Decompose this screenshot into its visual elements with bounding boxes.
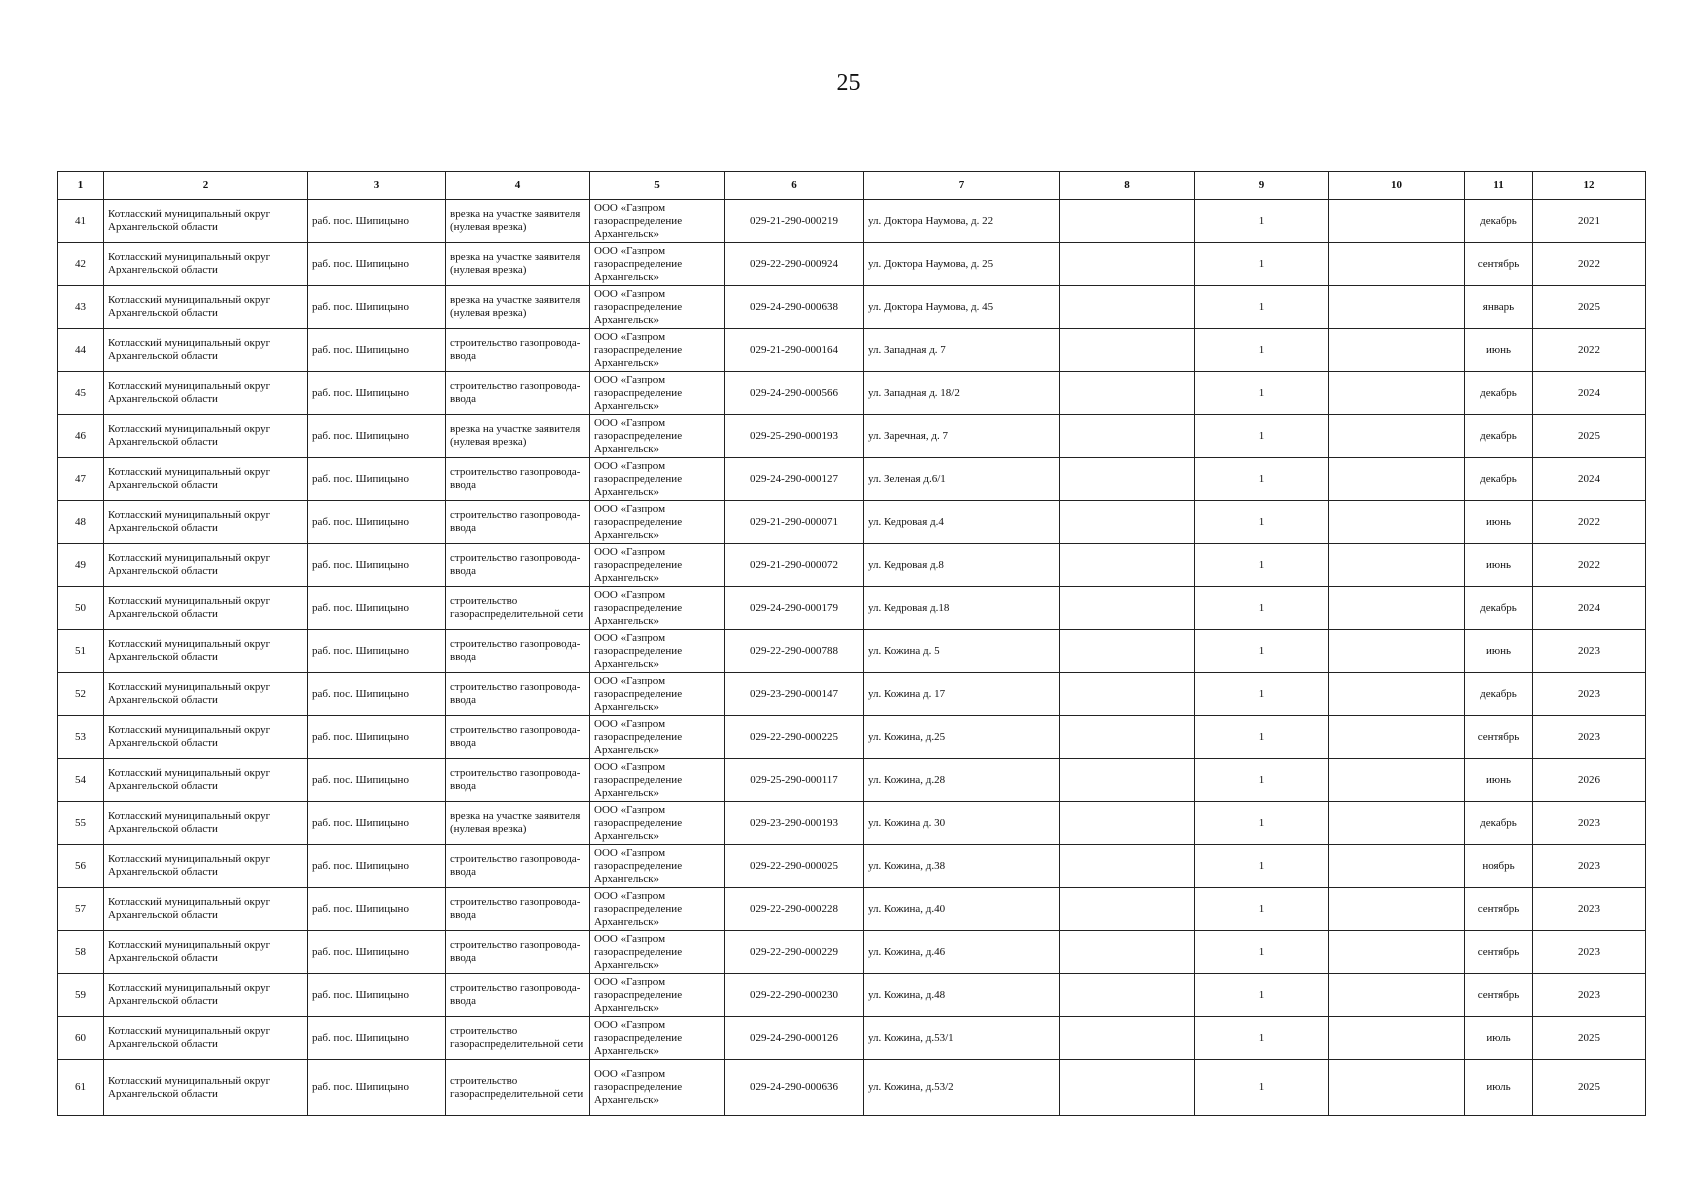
organization-cell: ООО «Газпром газораспределение Архангельск» <box>590 1017 725 1060</box>
organization-cell: ООО «Газпром газораспределение Архангельск» <box>590 630 725 673</box>
year-cell: 2024 <box>1533 458 1646 501</box>
organization-cell: ООО «Газпром газораспределение Архангельск» <box>590 458 725 501</box>
settlement-cell: раб. пос. Шипицыно <box>308 587 446 630</box>
year-cell: 2023 <box>1533 630 1646 673</box>
table-row <box>58 716 1646 759</box>
address-cell: ул. Кедровая д.8 <box>864 544 1060 587</box>
organization-cell: ООО «Газпром газораспределение Архангельск» <box>590 415 725 458</box>
table-row <box>58 329 1646 372</box>
address-cell: ул. Кожина, д.53/2 <box>864 1060 1060 1116</box>
organization-cell: ООО «Газпром газораспределение Архангельск» <box>590 1060 725 1116</box>
settlement-cell: раб. пос. Шипицыно <box>308 974 446 1017</box>
row-number-cell: 42 <box>58 243 104 286</box>
work-type-cell: строительство газораспределительной сети <box>446 587 590 630</box>
count-cell: 1 <box>1195 931 1329 974</box>
column-8-cell <box>1060 1060 1195 1116</box>
year-cell: 2023 <box>1533 931 1646 974</box>
address-cell: ул. Кожина, д.40 <box>864 888 1060 931</box>
month-cell: декабрь <box>1465 200 1533 243</box>
column-10-cell <box>1329 759 1465 802</box>
column-8-cell <box>1060 501 1195 544</box>
row-number-cell: 59 <box>58 974 104 1017</box>
year-cell: 2021 <box>1533 200 1646 243</box>
settlement-cell: раб. пос. Шипицыно <box>308 458 446 501</box>
row-number-cell: 44 <box>58 329 104 372</box>
count-cell: 1 <box>1195 630 1329 673</box>
count-cell: 1 <box>1195 759 1329 802</box>
table-row <box>58 673 1646 716</box>
count-cell: 1 <box>1195 286 1329 329</box>
organization-cell: ООО «Газпром газораспределение Архангельск» <box>590 286 725 329</box>
table-row <box>58 243 1646 286</box>
column-header: 1 <box>58 172 104 200</box>
object-id-cell: 029-22-290-000228 <box>725 888 864 931</box>
column-10-cell <box>1329 1060 1465 1116</box>
work-type-cell: врезка на участке заявителя (нулевая врезка) <box>446 802 590 845</box>
column-header: 10 <box>1329 172 1465 200</box>
address-cell: ул. Доктора Наумова, д. 25 <box>864 243 1060 286</box>
month-cell: июль <box>1465 1060 1533 1116</box>
month-cell: сентябрь <box>1465 974 1533 1017</box>
address-cell: ул. Доктора Наумова, д. 45 <box>864 286 1060 329</box>
month-cell: декабрь <box>1465 415 1533 458</box>
column-header: 12 <box>1533 172 1646 200</box>
month-cell: сентябрь <box>1465 888 1533 931</box>
count-cell: 1 <box>1195 501 1329 544</box>
organization-cell: ООО «Газпром газораспределение Архангельск» <box>590 888 725 931</box>
municipality-cell: Котласский муниципальный округ Архангельской области <box>104 544 308 587</box>
work-type-cell: строительство газопровода-ввода <box>446 931 590 974</box>
year-cell: 2023 <box>1533 974 1646 1017</box>
year-cell: 2022 <box>1533 329 1646 372</box>
table-row <box>58 630 1646 673</box>
object-id-cell: 029-24-290-000638 <box>725 286 864 329</box>
object-id-cell: 029-24-290-000636 <box>725 1060 864 1116</box>
count-cell: 1 <box>1195 845 1329 888</box>
object-id-cell: 029-22-290-000788 <box>725 630 864 673</box>
work-type-cell: строительство газопровода-ввода <box>446 673 590 716</box>
count-cell: 1 <box>1195 200 1329 243</box>
column-8-cell <box>1060 845 1195 888</box>
year-cell: 2022 <box>1533 544 1646 587</box>
column-10-cell <box>1329 587 1465 630</box>
column-header: 4 <box>446 172 590 200</box>
settlement-cell: раб. пос. Шипицыно <box>308 372 446 415</box>
object-id-cell: 029-22-290-000230 <box>725 974 864 1017</box>
column-8-cell <box>1060 1017 1195 1060</box>
organization-cell: ООО «Газпром газораспределение Архангельск» <box>590 845 725 888</box>
month-cell: сентябрь <box>1465 716 1533 759</box>
organization-cell: ООО «Газпром газораспределение Архангельск» <box>590 716 725 759</box>
settlement-cell: раб. пос. Шипицыно <box>308 931 446 974</box>
column-10-cell <box>1329 673 1465 716</box>
address-cell: ул. Кожина д. 17 <box>864 673 1060 716</box>
column-8-cell <box>1060 673 1195 716</box>
column-8-cell <box>1060 802 1195 845</box>
column-header: 9 <box>1195 172 1329 200</box>
settlement-cell: раб. пос. Шипицыно <box>308 501 446 544</box>
year-cell: 2026 <box>1533 759 1646 802</box>
address-cell: ул. Кожина, д.38 <box>864 845 1060 888</box>
register-table <box>57 171 1646 1116</box>
column-header: 6 <box>725 172 864 200</box>
object-id-cell: 029-24-290-000126 <box>725 1017 864 1060</box>
year-cell: 2024 <box>1533 372 1646 415</box>
table-row <box>58 458 1646 501</box>
table-row <box>58 286 1646 329</box>
column-10-cell <box>1329 716 1465 759</box>
municipality-cell: Котласский муниципальный округ Архангельской области <box>104 759 308 802</box>
work-type-cell: строительство газопровода-ввода <box>446 329 590 372</box>
month-cell: декабрь <box>1465 673 1533 716</box>
table-body <box>58 200 1646 1116</box>
object-id-cell: 029-25-290-000193 <box>725 415 864 458</box>
row-number-cell: 51 <box>58 630 104 673</box>
work-type-cell: строительство газопровода-ввода <box>446 759 590 802</box>
column-8-cell <box>1060 888 1195 931</box>
address-cell: ул. Кожина, д.48 <box>864 974 1060 1017</box>
settlement-cell: раб. пос. Шипицыно <box>308 329 446 372</box>
column-8-cell <box>1060 458 1195 501</box>
month-cell: июнь <box>1465 501 1533 544</box>
address-cell: ул. Кожина д. 5 <box>864 630 1060 673</box>
address-cell: ул. Доктора Наумова, д. 22 <box>864 200 1060 243</box>
settlement-cell: раб. пос. Шипицыно <box>308 544 446 587</box>
month-cell: июнь <box>1465 329 1533 372</box>
municipality-cell: Котласский муниципальный округ Архангельской области <box>104 372 308 415</box>
municipality-cell: Котласский муниципальный округ Архангельской области <box>104 931 308 974</box>
municipality-cell: Котласский муниципальный округ Архангельской области <box>104 415 308 458</box>
object-id-cell: 029-24-290-000179 <box>725 587 864 630</box>
object-id-cell: 029-24-290-000566 <box>725 372 864 415</box>
month-cell: июнь <box>1465 544 1533 587</box>
settlement-cell: раб. пос. Шипицыно <box>308 415 446 458</box>
row-number-cell: 56 <box>58 845 104 888</box>
row-number-cell: 46 <box>58 415 104 458</box>
year-cell: 2023 <box>1533 888 1646 931</box>
row-number-cell: 53 <box>58 716 104 759</box>
month-cell: декабрь <box>1465 802 1533 845</box>
year-cell: 2025 <box>1533 1060 1646 1116</box>
municipality-cell: Котласский муниципальный округ Архангельской области <box>104 716 308 759</box>
year-cell: 2022 <box>1533 243 1646 286</box>
municipality-cell: Котласский муниципальный округ Архангельской области <box>104 1017 308 1060</box>
year-cell: 2025 <box>1533 1017 1646 1060</box>
organization-cell: ООО «Газпром газораспределение Архангельск» <box>590 200 725 243</box>
column-10-cell <box>1329 243 1465 286</box>
column-8-cell <box>1060 329 1195 372</box>
settlement-cell: раб. пос. Шипицыно <box>308 673 446 716</box>
work-type-cell: строительство газопровода-ввода <box>446 716 590 759</box>
count-cell: 1 <box>1195 544 1329 587</box>
work-type-cell: врезка на участке заявителя (нулевая врезка) <box>446 415 590 458</box>
settlement-cell: раб. пос. Шипицыно <box>308 286 446 329</box>
address-cell: ул. Кожина д. 30 <box>864 802 1060 845</box>
column-10-cell <box>1329 501 1465 544</box>
month-cell: декабрь <box>1465 372 1533 415</box>
address-cell: ул. Зеленая д.6/1 <box>864 458 1060 501</box>
organization-cell: ООО «Газпром газораспределение Архангельск» <box>590 372 725 415</box>
municipality-cell: Котласский муниципальный округ Архангельской области <box>104 200 308 243</box>
year-cell: 2024 <box>1533 587 1646 630</box>
settlement-cell: раб. пос. Шипицыно <box>308 845 446 888</box>
row-number-cell: 54 <box>58 759 104 802</box>
work-type-cell: строительство газопровода-ввода <box>446 501 590 544</box>
municipality-cell: Котласский муниципальный округ Архангельской области <box>104 458 308 501</box>
column-10-cell <box>1329 544 1465 587</box>
organization-cell: ООО «Газпром газораспределение Архангельск» <box>590 544 725 587</box>
column-8-cell <box>1060 544 1195 587</box>
month-cell: сентябрь <box>1465 243 1533 286</box>
row-number-cell: 52 <box>58 673 104 716</box>
row-number-cell: 43 <box>58 286 104 329</box>
row-number-cell: 48 <box>58 501 104 544</box>
address-cell: ул. Западная д. 18/2 <box>864 372 1060 415</box>
header-row <box>58 172 1646 200</box>
column-8-cell <box>1060 587 1195 630</box>
work-type-cell: строительство газопровода-ввода <box>446 630 590 673</box>
count-cell: 1 <box>1195 458 1329 501</box>
municipality-cell: Котласский муниципальный округ Архангельской области <box>104 501 308 544</box>
settlement-cell: раб. пос. Шипицыно <box>308 888 446 931</box>
settlement-cell: раб. пос. Шипицыно <box>308 759 446 802</box>
work-type-cell: строительство газораспределительной сети <box>446 1017 590 1060</box>
settlement-cell: раб. пос. Шипицыно <box>308 200 446 243</box>
municipality-cell: Котласский муниципальный округ Архангельской области <box>104 802 308 845</box>
row-number-cell: 60 <box>58 1017 104 1060</box>
count-cell: 1 <box>1195 802 1329 845</box>
column-8-cell <box>1060 716 1195 759</box>
municipality-cell: Котласский муниципальный округ Архангельской области <box>104 673 308 716</box>
column-8-cell <box>1060 759 1195 802</box>
column-8-cell <box>1060 630 1195 673</box>
column-header: 3 <box>308 172 446 200</box>
municipality-cell: Котласский муниципальный округ Архангельской области <box>104 630 308 673</box>
municipality-cell: Котласский муниципальный округ Архангельской области <box>104 286 308 329</box>
table-row <box>58 372 1646 415</box>
settlement-cell: раб. пос. Шипицыно <box>308 630 446 673</box>
count-cell: 1 <box>1195 716 1329 759</box>
work-type-cell: строительство газораспределительной сети <box>446 1060 590 1116</box>
work-type-cell: строительство газопровода-ввода <box>446 888 590 931</box>
column-10-cell <box>1329 931 1465 974</box>
settlement-cell: раб. пос. Шипицыно <box>308 243 446 286</box>
settlement-cell: раб. пос. Шипицыно <box>308 1017 446 1060</box>
object-id-cell: 029-23-290-000147 <box>725 673 864 716</box>
year-cell: 2025 <box>1533 415 1646 458</box>
column-10-cell <box>1329 372 1465 415</box>
column-8-cell <box>1060 931 1195 974</box>
table-row <box>58 802 1646 845</box>
count-cell: 1 <box>1195 372 1329 415</box>
column-10-cell <box>1329 200 1465 243</box>
column-10-cell <box>1329 802 1465 845</box>
month-cell: декабрь <box>1465 458 1533 501</box>
table-header <box>58 172 1646 200</box>
column-8-cell <box>1060 974 1195 1017</box>
organization-cell: ООО «Газпром газораспределение Архангельск» <box>590 759 725 802</box>
organization-cell: ООО «Газпром газораспределение Архангельск» <box>590 673 725 716</box>
municipality-cell: Котласский муниципальный округ Архангельской области <box>104 974 308 1017</box>
municipality-cell: Котласский муниципальный округ Архангельской области <box>104 845 308 888</box>
column-10-cell <box>1329 286 1465 329</box>
address-cell: ул. Кедровая д.18 <box>864 587 1060 630</box>
work-type-cell: врезка на участке заявителя (нулевая врезка) <box>446 200 590 243</box>
address-cell: ул. Кожина, д.53/1 <box>864 1017 1060 1060</box>
object-id-cell: 029-22-290-000229 <box>725 931 864 974</box>
address-cell: ул. Кожина, д.25 <box>864 716 1060 759</box>
month-cell: декабрь <box>1465 587 1533 630</box>
settlement-cell: раб. пос. Шипицыно <box>308 802 446 845</box>
table-row <box>58 200 1646 243</box>
column-header: 5 <box>590 172 725 200</box>
count-cell: 1 <box>1195 1017 1329 1060</box>
month-cell: июль <box>1465 1017 1533 1060</box>
object-id-cell: 029-21-290-000219 <box>725 200 864 243</box>
count-cell: 1 <box>1195 329 1329 372</box>
address-cell: ул. Западная д. 7 <box>864 329 1060 372</box>
column-10-cell <box>1329 974 1465 1017</box>
object-id-cell: 029-22-290-000025 <box>725 845 864 888</box>
month-cell: июнь <box>1465 630 1533 673</box>
organization-cell: ООО «Газпром газораспределение Архангельск» <box>590 243 725 286</box>
count-cell: 1 <box>1195 587 1329 630</box>
settlement-cell: раб. пос. Шипицыно <box>308 1060 446 1116</box>
table-row <box>58 587 1646 630</box>
work-type-cell: строительство газопровода-ввода <box>446 544 590 587</box>
organization-cell: ООО «Газпром газораспределение Архангельск» <box>590 931 725 974</box>
municipality-cell: Котласский муниципальный округ Архангельской области <box>104 587 308 630</box>
table-row <box>58 544 1646 587</box>
column-8-cell <box>1060 200 1195 243</box>
municipality-cell: Котласский муниципальный округ Архангельской области <box>104 888 308 931</box>
column-8-cell <box>1060 243 1195 286</box>
object-id-cell: 029-25-290-000117 <box>725 759 864 802</box>
column-10-cell <box>1329 888 1465 931</box>
count-cell: 1 <box>1195 1060 1329 1116</box>
table-row <box>58 1017 1646 1060</box>
column-10-cell <box>1329 630 1465 673</box>
table-row <box>58 888 1646 931</box>
year-cell: 2023 <box>1533 802 1646 845</box>
column-10-cell <box>1329 458 1465 501</box>
table-row <box>58 845 1646 888</box>
organization-cell: ООО «Газпром газораспределение Архангельск» <box>590 501 725 544</box>
work-type-cell: врезка на участке заявителя (нулевая врезка) <box>446 286 590 329</box>
month-cell: январь <box>1465 286 1533 329</box>
table-row <box>58 1060 1646 1116</box>
row-number-cell: 41 <box>58 200 104 243</box>
column-10-cell <box>1329 415 1465 458</box>
year-cell: 2023 <box>1533 673 1646 716</box>
year-cell: 2022 <box>1533 501 1646 544</box>
table-row <box>58 931 1646 974</box>
table-row <box>58 759 1646 802</box>
row-number-cell: 47 <box>58 458 104 501</box>
row-number-cell: 45 <box>58 372 104 415</box>
work-type-cell: врезка на участке заявителя (нулевая врезка) <box>446 243 590 286</box>
settlement-cell: раб. пос. Шипицыно <box>308 716 446 759</box>
column-header: 2 <box>104 172 308 200</box>
work-type-cell: строительство газопровода-ввода <box>446 458 590 501</box>
month-cell: сентябрь <box>1465 931 1533 974</box>
work-type-cell: строительство газопровода-ввода <box>446 974 590 1017</box>
year-cell: 2023 <box>1533 716 1646 759</box>
count-cell: 1 <box>1195 243 1329 286</box>
organization-cell: ООО «Газпром газораспределение Архангельск» <box>590 329 725 372</box>
column-8-cell <box>1060 415 1195 458</box>
municipality-cell: Котласский муниципальный округ Архангельской области <box>104 243 308 286</box>
object-id-cell: 029-21-290-000164 <box>725 329 864 372</box>
municipality-cell: Котласский муниципальный округ Архангельской области <box>104 329 308 372</box>
object-id-cell: 029-22-290-000924 <box>725 243 864 286</box>
object-id-cell: 029-22-290-000225 <box>725 716 864 759</box>
organization-cell: ООО «Газпром газораспределение Архангельск» <box>590 587 725 630</box>
column-10-cell <box>1329 845 1465 888</box>
organization-cell: ООО «Газпром газораспределение Архангельск» <box>590 974 725 1017</box>
count-cell: 1 <box>1195 974 1329 1017</box>
object-id-cell: 029-24-290-000127 <box>725 458 864 501</box>
table-row <box>58 974 1646 1017</box>
column-header: 11 <box>1465 172 1533 200</box>
table-row <box>58 415 1646 458</box>
object-id-cell: 029-23-290-000193 <box>725 802 864 845</box>
year-cell: 2023 <box>1533 845 1646 888</box>
object-id-cell: 029-21-290-000072 <box>725 544 864 587</box>
column-header: 7 <box>864 172 1060 200</box>
address-cell: ул. Заречная, д. 7 <box>864 415 1060 458</box>
month-cell: июнь <box>1465 759 1533 802</box>
row-number-cell: 50 <box>58 587 104 630</box>
column-8-cell <box>1060 286 1195 329</box>
month-cell: ноябрь <box>1465 845 1533 888</box>
address-cell: ул. Кожина, д.46 <box>864 931 1060 974</box>
count-cell: 1 <box>1195 888 1329 931</box>
column-10-cell <box>1329 1017 1465 1060</box>
column-header: 8 <box>1060 172 1195 200</box>
address-cell: ул. Кожина, д.28 <box>864 759 1060 802</box>
count-cell: 1 <box>1195 673 1329 716</box>
municipality-cell: Котласский муниципальный округ Архангельской области <box>104 1060 308 1116</box>
column-10-cell <box>1329 329 1465 372</box>
page-number: 25 <box>836 70 861 96</box>
organization-cell: ООО «Газпром газораспределение Архангельск» <box>590 802 725 845</box>
table-row <box>58 501 1646 544</box>
row-number-cell: 55 <box>58 802 104 845</box>
column-8-cell <box>1060 372 1195 415</box>
object-id-cell: 029-21-290-000071 <box>725 501 864 544</box>
row-number-cell: 58 <box>58 931 104 974</box>
row-number-cell: 49 <box>58 544 104 587</box>
count-cell: 1 <box>1195 415 1329 458</box>
row-number-cell: 61 <box>58 1060 104 1116</box>
work-type-cell: строительство газопровода-ввода <box>446 845 590 888</box>
row-number-cell: 57 <box>58 888 104 931</box>
work-type-cell: строительство газопровода-ввода <box>446 372 590 415</box>
year-cell: 2025 <box>1533 286 1646 329</box>
address-cell: ул. Кедровая д.4 <box>864 501 1060 544</box>
